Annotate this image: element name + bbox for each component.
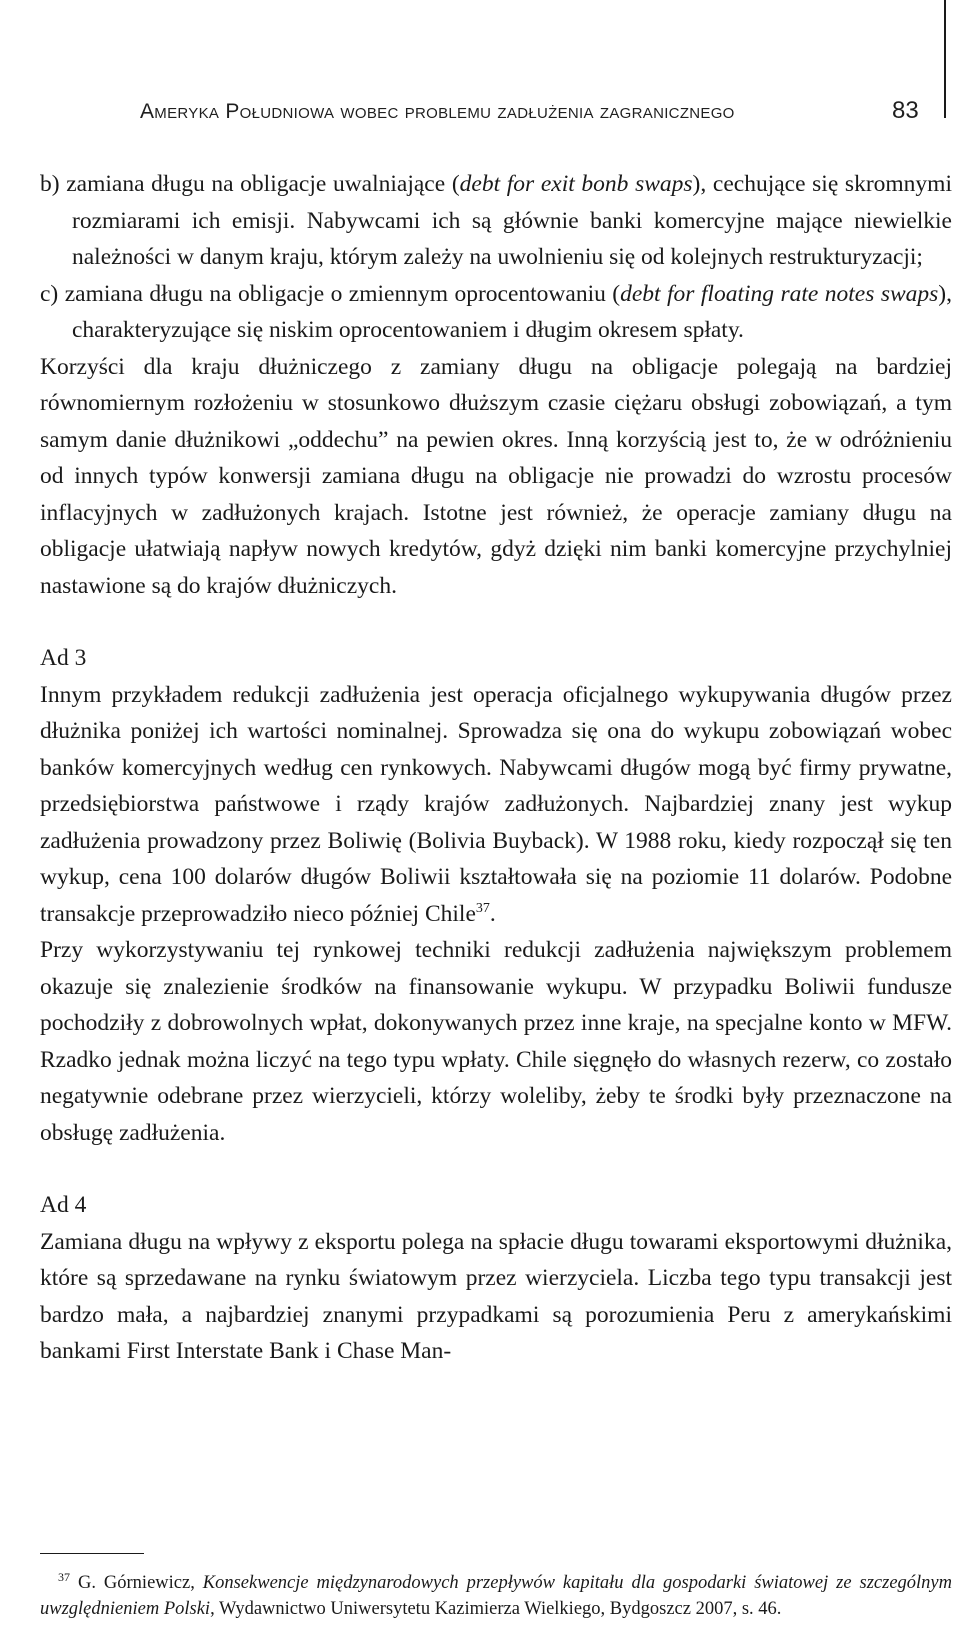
running-head: Ameryka Południowa wobec problemu zadłużenia zagranicznego bbox=[140, 100, 735, 123]
list-item-c-prefix: c) zamiana długu na obligacje o zmiennym oprocentowaniu ( bbox=[40, 280, 621, 307]
main-text bbox=[40, 166, 952, 1370]
footnote-publisher: , Wydawnictwo Uniwersytetu Kazimierza Wielkiego, Bydgoszcz 2007, s. 46. bbox=[210, 1599, 782, 1619]
paragraph-benefits: Korzyści dla kraju dłużniczego z zamiany długu na obligacje polegają na bardziej równomiernym rozłożeniu w stosunkowo dłuższym czasie ciężaru obsługi zobowiązań, a tym samym danie dłużnikowi „oddechu” na pewien okres. Inną korzyścią jest to, że w odróżnieniu od innych typów konwersji zamiana długu na obligacje nie prowadzi do wzrostu procesów inflacyjnych w zadłużonych krajach. Istotne jest również, że operacje zamiany długu na obligacje ułatwiają napływ nowych kredytów, gdyż dzięki nim banki komercyjne przychylniej nastawione są do krajów dłużniczych. bbox=[40, 353, 952, 599]
footnote-separator bbox=[40, 1553, 144, 1554]
list-item-b-prefix: b) zamiana długu na obligacje uwalniające ( bbox=[40, 171, 460, 197]
list-item-b-term: debt for exit bonb swaps bbox=[459, 171, 693, 197]
footnote-title: Konsekwencje międzynarodowych przepływów kapitału dla gospodarki światowej ze szczególnym uwzględnieniem Polski bbox=[40, 1573, 952, 1619]
section-heading-ad4: Ad 4 bbox=[40, 1192, 87, 1218]
list-item-c-suffix: ), charakteryzujące się niskim oprocentowaniem i długim okresem spłaty. bbox=[72, 280, 952, 343]
footnote-author: G. Górniewicz, bbox=[78, 1573, 203, 1593]
paragraph-buyback-end: . bbox=[489, 900, 496, 927]
paragraph-buyback-text: Innym przykładem redukcji zadłużenia jest operacja oficjalnego wykupywania długów przez dłużnika poniżej ich wartości nominalnej. Sprowadza się ona do wykupu zobowiązań wobec banków komercyjnych według cen rynkowych. Nabywcami długów mogą być firmy prywatne, przedsiębiorstwa państwowe i rządy krajów zadłużonych. Najbardziej znany jest wykup zadłużenia prowadzony przez Boliwię (Bolivia Buyback). W 1988 roku, kiedy rozpoczął się ten wykup, cena 100 dolarów długów Boliwii kształtowała się na poziomie 11 dolarów. Podobne transakcje przeprowadziło nieco później Chile bbox=[40, 681, 952, 927]
list-item-b-suffix: ), cechujące się skromnymi rozmiarami ich emisji. Nabywcami ich są głównie banki komercyjne mające niewielkie należności w danym kraju, którym zależy na uwolnieniu się od kolejnych restrukturyzacji; bbox=[72, 171, 952, 270]
list-item-c-term: debt for floating rate notes swaps bbox=[620, 280, 939, 307]
paragraph-export-swap: Zamiana długu na wpływy z eksportu polega na spłacie długu towarami eksportowymi dłużnika, które są sprzedawane na rynku światowym przez wierzyciela. Liczba tego typu transakcji jest bardzo mała, a najbardziej znanymi przypadkami są porozumienia Peru z amerykańskimi bankami First Interstate Bank i Chase Man- bbox=[40, 1228, 952, 1364]
page-number: 83 bbox=[892, 97, 919, 124]
paragraph-financing: Przy wykorzystywaniu tej rynkowej techniki redukcji zadłużenia największym problemem okazuje się znalezienie środków na finansowanie wykupu. W przypadku Boliwii fundusze pochodziły z dobrowolnych wpłat, dokonywanych przez inne kraje, na specjalne konto w MFW. Rzadko jednak można liczyć na tego typu wpłaty. Chile sięgnęło do własnych rezerw, co zostało negatywnie odebrane przez wierzycieli, którzy woleliby, żeby te środki były przeznaczone na obsługę zadłużenia. bbox=[40, 937, 952, 1146]
footnote-number: 37 bbox=[58, 1570, 70, 1584]
list-item-b bbox=[40, 166, 952, 276]
footnote-reference[interactable]: 37 bbox=[475, 900, 490, 916]
page-edge-rule bbox=[944, 0, 946, 118]
footnote bbox=[40, 1570, 952, 1622]
list-item-c bbox=[40, 276, 952, 349]
section-heading-ad3: Ad 3 bbox=[40, 645, 87, 671]
paragraph-buyback bbox=[40, 677, 952, 933]
